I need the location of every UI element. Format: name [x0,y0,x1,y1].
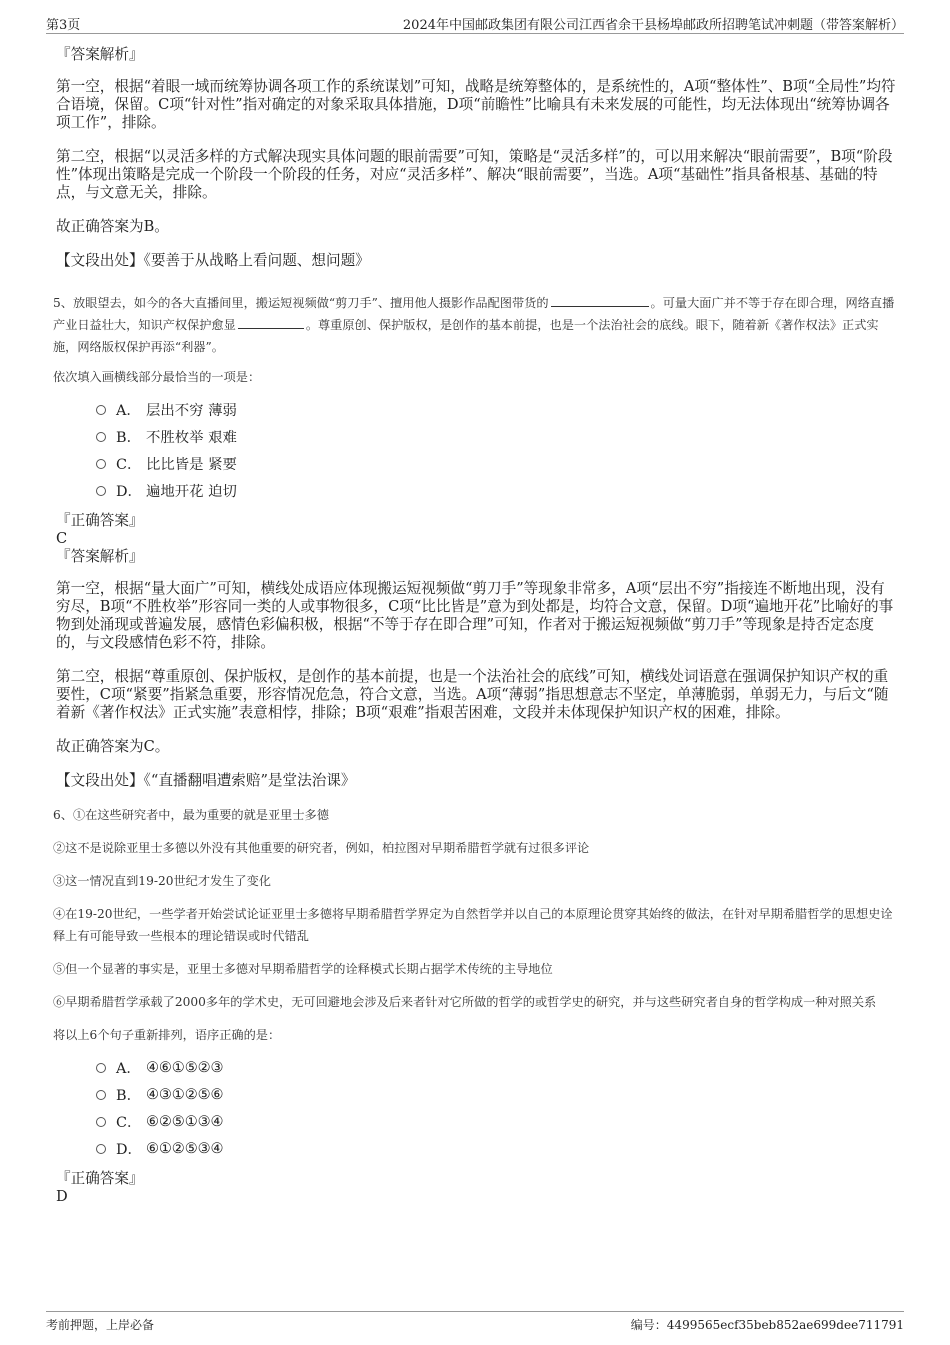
document-id: 编号：4499565ecf35beb852ae699dee711791 [630,1318,904,1332]
radio-icon[interactable] [96,1090,106,1100]
page-header [46,12,904,34]
question-stem: 5、放眼望去，如今的各大直播间里，搬运短视频做“剪刀手”、擅用他人摄影作品配图带货的 。可量大面广并不等于存在即合理，网络直播产业日益壮大，知识产权保护愈显 。尊重原创、保护版权，是创作的基本前提，也是一个法治社会的底线。眼下，随着新《著作权法》正式实施，网络版权保护再添“利器”。 [53,292,896,358]
radio-icon[interactable] [96,405,106,415]
footer-slogan: 考前押题，上岸必备 [46,1318,155,1332]
sentence-item: ④在19-20世纪，一些学者开始尝试论证亚里士多德将早期希腊哲学界定为自然哲学并以自己的本原理论贯穿其始终的做法，在针对早期希腊哲学的思想史诠释上有可能导致一些根本的理论错误或时代错乱 [53,907,893,943]
conclusion: 故正确答案为C。 [56,738,170,755]
analysis-paragraph: 第二空，根据“尊重原创、保护版权，是创作的基本前提，也是一个法治社会的底线”可知，横线处词语意在强调保护知识产权的重要性，C项“紧要”指紧急重要，形容情况危急，符合文意，当选。A项“薄弱”指思想意志不坚定，单薄脆弱，单弱无力，与后文“随着新《著作权法》正式实施”表意相悖，排除；B项“艰难”指艰苦困难，文段并未体现保护知识产权的困难，排除。 [56,668,889,721]
radio-icon[interactable] [96,432,106,442]
radio-icon[interactable] [96,459,106,469]
analysis-label: 『答案解析』 [56,46,144,63]
option-b[interactable]: B． ④③①②⑤⑥ [96,1081,896,1108]
correct-answer: C [56,530,68,547]
source-citation: 【文段出处】《要善于从战略上看问题、想问题》 [56,252,370,269]
analysis-label: 『答案解析』 [56,548,144,565]
radio-icon[interactable] [96,486,106,496]
sentence-item: ②这不是说除亚里士多德以外没有其他重要的研究者，例如，柏拉图对早期希腊哲学就有过很多评论 [53,841,590,855]
page-footer [46,1311,904,1335]
conclusion: 故正确答案为B。 [56,218,169,235]
option-c[interactable]: C． ⑥②⑤①③④ [96,1108,896,1135]
page-number: 第3页 [46,18,81,33]
option-list [96,396,896,504]
question-6 [53,804,896,1046]
correct-answer-label: 『正确答案』 [56,512,144,529]
analysis-paragraph: 第二空，根据“以灵活多样的方式解决现实具体问题的眼前需要”可知，策略是“灵活多样”的，可以用来解决“眼前需要”，B项“阶段性”体现出策略是完成一个阶段一个阶段的任务，对应“灵活多样”、解决“眼前需要”，当选。A项“基础性”指具备根基、基础的特点，与文意无关，排除。 [56,148,893,201]
sentence-item: ③这一情况直到19-20世纪才发生了变化 [53,874,271,888]
option-a[interactable]: A． ④⑥①⑤②③ [96,1054,896,1081]
blank-line [238,315,304,329]
sentence-item: ⑤但一个显著的事实是，亚里士多德对早期希腊哲学的诠释模式长期占据学术传统的主导地位 [53,962,553,976]
option-d[interactable]: D． ⑥①②⑤③④ [96,1135,896,1162]
question-instruction: 依次填入画横线部分最恰当的一项是： [53,370,261,384]
correct-answer-label: 『正确答案』 [56,1170,144,1187]
question-instruction: 将以上6个句子重新排列，语序正确的是： [53,1028,281,1042]
option-list [96,1054,896,1162]
source-citation: 【文段出处】《“直播翻唱遭索赔”是堂法治课》 [56,772,356,789]
analysis-paragraph: 第一空，根据“量大面广”可知，横线处成语应体现搬运短视频做“剪刀手”等现象非常多，A项“层出不穷”指接连不断地出现，没有穷尽，B项“不胜枚举”形容同一类的人或事物很多，C项“比比皆是”意为到处都是，均符合文意，保留。D项“遍地开花”比喻好的事物到处涌现或普遍发展，感情色彩偏积极，根据“不等于存在即合理”可知，作者对于搬运短视频做“剪刀手”等现象是持否定态度的，与文段感情色彩不符，排除。 [56,580,894,651]
option-a[interactable]: A． 层出不穷 薄弱 [96,396,896,423]
radio-icon[interactable] [96,1144,106,1154]
analysis-paragraph: 第一空，根据“着眼一域而统筹协调各项工作的系统谋划”可知，战略是统筹整体的，是系统性的，A项“整体性”、B项“全局性”均符合语境，保留。C项“针对性”指对确定的对象采取具体措施，D项“前瞻性”比喻具有未来发展的可能性，均无法体现出“统筹协调各项工作”，排除。 [56,78,896,131]
document-body [53,46,896,1206]
document-title: 2024年中国邮政集团有限公司江西省余干县杨埠邮政所招聘笔试冲刺题（带答案解析） [402,18,904,33]
option-d[interactable]: D． 遍地开花 迫切 [96,477,896,504]
correct-answer: D [56,1188,68,1205]
sentence-item: ⑥早期希腊哲学承载了2000多年的学术史，无可回避地会涉及后来者针对它所做的哲学的或哲学史的研究，并与这些研究者自身的哲学构成一种对照关系 [53,995,877,1009]
blank-line [551,293,649,307]
radio-icon[interactable] [96,1117,106,1127]
radio-icon[interactable] [96,1063,106,1073]
sentence-item: 6、①在这些研究者中，最为重要的就是亚里士多德 [53,808,329,822]
option-c[interactable]: C． 比比皆是 紧要 [96,450,896,477]
option-b[interactable]: B． 不胜枚举 艰难 [96,423,896,450]
